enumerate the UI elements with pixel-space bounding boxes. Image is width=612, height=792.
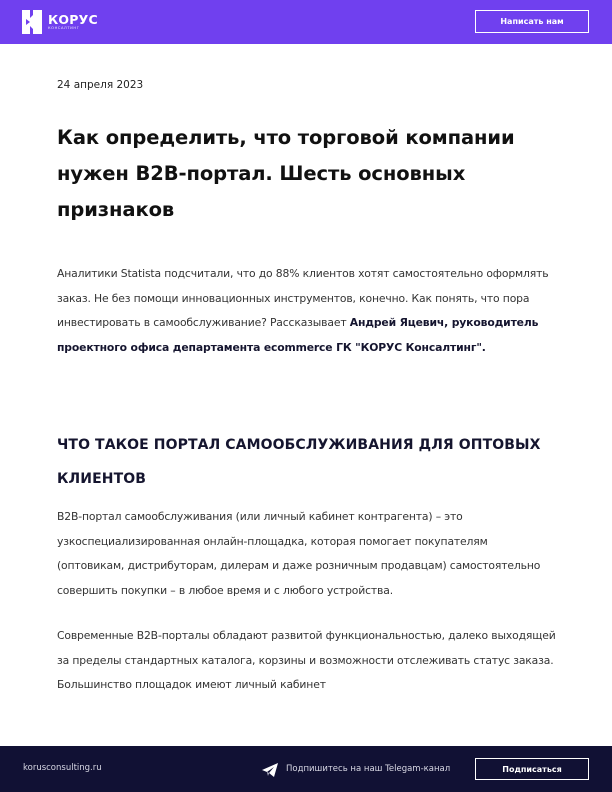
- article-paragraph-3: Современные B2B-порталы обладают развитой функциональностью, далеко выходящей за пределы стандартных каталога, корзины и возможности отслеживать статус заказа. Большинство площадок имеют личный кабинет: [57, 629, 556, 691]
- intro-text: Аналитики Statista подсчитали, что до 88% клиентов хотят самостоятельно оформлять заказ. Не без помощи инновационных инструментов, конечно. Как понять, что пора инвестировать в самообслуживание? Рассказывает: [57, 267, 549, 329]
- site-header: [0, 0, 612, 44]
- article-intro: [57, 262, 557, 360]
- article-date: 24 апреля 2023: [57, 79, 144, 91]
- telegram-subscribe-text[interactable]: Подпишитесь на наш Telegam-канал: [286, 764, 451, 774]
- korus-logo-icon: [22, 10, 42, 34]
- article-paragraph-2: B2B-портал самообслуживания (или личный кабинет контрагента) – это узкоспециализированная онлайн-площадка, которая помогает покупателям (оптовикам, дистрибуторам, дилерам и даже розничным продавцам) самостоятельно совершить покупки – в любое время и с любого устройства.: [57, 510, 541, 597]
- telegram-icon[interactable]: [262, 763, 278, 777]
- site-footer: [0, 746, 612, 792]
- write-us-button[interactable]: Написать нам: [475, 10, 589, 33]
- site-link[interactable]: korusconsulting.ru: [23, 763, 102, 773]
- logo-name: КОРУС: [48, 12, 98, 27]
- korus-logo[interactable]: [22, 10, 98, 34]
- logo-subtitle: КОНСАЛТИНГ: [48, 26, 80, 30]
- intro-author: Андрей Яцевич, руководитель проектного офиса департамента ecommerce ГК "КОРУС Консалтинг".: [57, 316, 539, 354]
- article-title: Как определить, что торговой компании нужен B2B-портал. Шесть основных признаков: [57, 126, 515, 221]
- section-heading: ЧТО ТАКОЕ ПОРТАЛ САМООБСЛУЖИВАНИЯ ДЛЯ ОПТОВЫХ КЛИЕНТОВ: [57, 437, 541, 487]
- subscribe-button[interactable]: Подписаться: [475, 758, 589, 780]
